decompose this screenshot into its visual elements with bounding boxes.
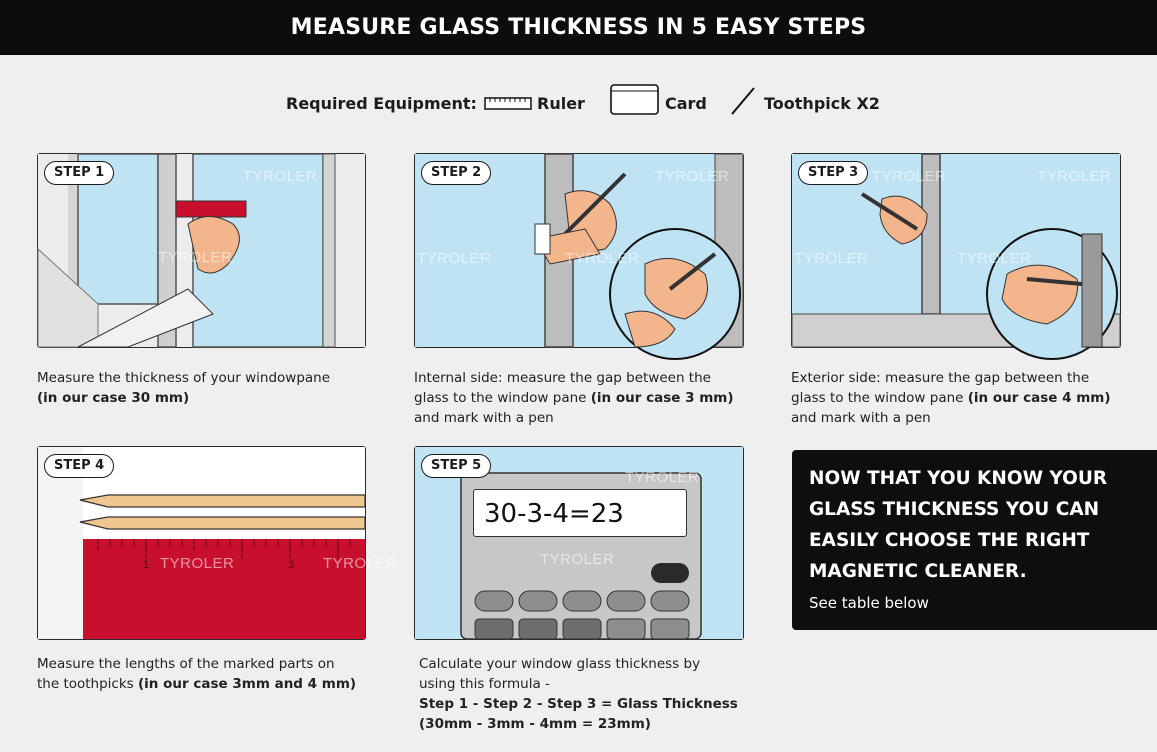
- callout-line: MAGNETIC CLEANER.: [809, 561, 1027, 582]
- step-4-caption: [37, 654, 377, 694]
- ruler-number: 1: [143, 559, 150, 571]
- watermark: TYROLER: [872, 168, 947, 185]
- caption-line: using this formula -: [419, 676, 550, 692]
- required-equipment: [0, 82, 1157, 126]
- caption-line: and mark with a pen: [414, 410, 554, 426]
- step-4-illustration: [37, 446, 398, 640]
- ruler-label: Ruler: [537, 94, 585, 113]
- step-badge: STEP 2: [421, 161, 491, 185]
- caption-line: Measure the thickness of your windowpane: [37, 370, 331, 386]
- caption-line: Calculate your window glass thickness by: [419, 656, 701, 672]
- step-1-illustration: [37, 153, 366, 348]
- step-badge: STEP 3: [798, 161, 868, 185]
- callout-box: [792, 450, 1157, 630]
- watermark: TYROLER: [243, 168, 318, 185]
- callout-line: GLASS THICKNESS YOU CAN: [809, 499, 1100, 520]
- caption-line: Step 1 - Step 2 - Step 3 = Glass Thickness: [419, 696, 738, 712]
- watermark: TYROLER: [1037, 168, 1112, 185]
- callout-line: NOW THAT YOU KNOW YOUR: [809, 468, 1108, 489]
- watermark: TYROLER: [565, 250, 640, 267]
- step-3-illustration: [791, 153, 1121, 348]
- watermark: TYROLER: [540, 551, 615, 568]
- watermark: TYROLER: [655, 168, 730, 185]
- caption-line: and mark with a pen: [791, 410, 931, 426]
- step-badge: STEP 4: [44, 454, 114, 478]
- callout-line: EASILY CHOOSE THE RIGHT: [809, 530, 1090, 551]
- step-5-caption: [419, 654, 759, 734]
- callout-subtext: See table below: [809, 594, 929, 612]
- watermark: TYROLER: [957, 250, 1032, 267]
- watermark: TYROLER: [323, 555, 398, 572]
- ruler-icon: [484, 96, 532, 112]
- toothpick-icon: [730, 86, 756, 116]
- watermark: TYROLER: [794, 250, 869, 267]
- caption-line: glass to the window pane (in our case 4 mm): [791, 390, 1111, 406]
- card-icon: [610, 84, 660, 116]
- caption-line: glass to the window pane (in our case 3 mm): [414, 390, 734, 406]
- calculator-display: 30-3-4=23: [473, 489, 687, 537]
- step-5-illustration: [414, 446, 744, 640]
- card-label: Card: [665, 94, 707, 113]
- watermark: TYROLER: [625, 469, 700, 486]
- caption-line: the toothpicks (in our case 3mm and 4 mm): [37, 676, 357, 692]
- step-2-illustration: [414, 153, 744, 348]
- ruler-number: 3: [288, 559, 295, 571]
- equipment-label: Required Equipment:: [286, 94, 477, 113]
- step-2-caption: [414, 368, 754, 428]
- toothpick-label: Toothpick X2: [764, 94, 880, 113]
- caption-line: Measure the lengths of the marked parts on: [37, 656, 335, 672]
- step-1-caption: [37, 368, 367, 408]
- caption-line: (in our case 30 mm): [37, 390, 190, 406]
- page-title: MEASURE GLASS THICKNESS IN 5 EASY STEPS: [0, 0, 1157, 55]
- watermark: TYROLER: [160, 555, 235, 572]
- watermark: TYROLER: [417, 250, 492, 267]
- caption-line: Internal side: measure the gap between the: [414, 370, 711, 386]
- step-3-caption: [791, 368, 1131, 428]
- caption-line: Exterior side: measure the gap between the: [791, 370, 1090, 386]
- caption-line: (30mm - 3mm - 4mm = 23mm): [419, 716, 651, 732]
- step-badge: STEP 5: [421, 454, 491, 478]
- watermark: TYROLER: [158, 249, 233, 266]
- step-badge: STEP 1: [44, 161, 114, 185]
